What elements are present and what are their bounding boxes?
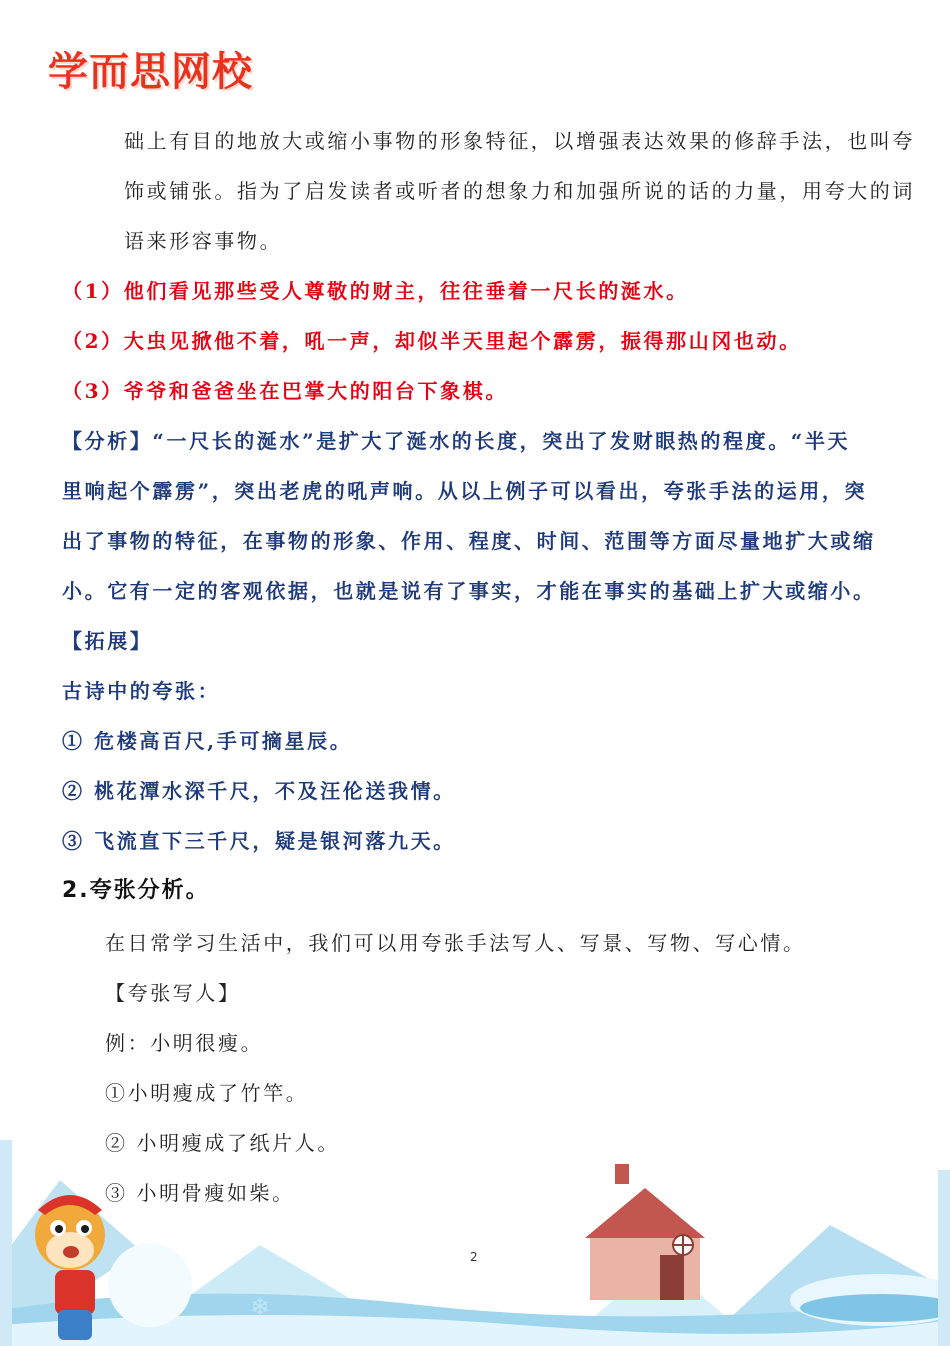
extension-label: 【拓展】 [62,629,153,653]
intro-line: 础上有目的地放大或缩小事物的形象特征，以增强表达效果的修辞手法，也叫夸 [124,129,915,153]
section2-item: ② 小明瘦成了纸片人。 [105,1131,340,1155]
example-item: （2）大虫见掀他不着，吼一声，却似半天里起个霹雳，振得那山冈也动。 [62,329,802,353]
analysis-line: 小。它有一定的客观依据，也就是说有了事实，才能在事实的基础上扩大或缩小。 [62,579,876,603]
extension-subtitle: 古诗中的夸张： [62,679,221,703]
house-icon [575,1158,715,1300]
intro-line: 饰或铺张。指为了启发读者或听者的想象力和加强所说的话的力量，用夸大的词 [124,179,915,203]
section2-item: ③ 小明骨瘦如柴。 [105,1181,295,1205]
brand-logo: 学而思网校 [48,49,253,95]
snowflake-icon: ❄ [250,1293,271,1321]
section2-intro: 在日常学习生活中，我们可以用夸张手法写人、写景、写物、写心情。 [105,931,806,955]
intro-line: 语来形容事物。 [124,229,283,253]
section-heading: 2.夸张分析。 [62,878,210,903]
example-item: （3）爷爷和爸爸坐在巴掌大的阳台下象棋。 [62,379,508,403]
poem-line: ① 危楼高百尺,手可摘星辰。 [62,729,353,753]
poem-line: ② 桃花潭水深千尺，不及汪伦送我情。 [62,779,456,803]
frame-right [938,1170,950,1346]
section2-sub-label: 【夸张写人】 [105,981,241,1005]
snowflake-icon: ❄ [735,1274,751,1295]
page-number: 2 [470,1250,478,1264]
analysis-line: 出了事物的特征，在事物的形象、作用、程度、时间、范围等方面尽量地扩大或缩 [62,529,876,553]
section2-example-label: 例：小明很瘦。 [105,1031,264,1055]
example-item: （1）他们看见那些受人尊敬的财主，往往垂着一尺长的涎水。 [62,279,689,303]
section2-item: ①小明瘦成了竹竿。 [105,1081,309,1105]
winter-scene-decoration [0,1140,950,1346]
analysis-line: 【分析】“一尺长的涎水”是扩大了涎水的长度，突出了发财眼热的程度。“半天 [62,429,851,453]
poem-line: ③ 飞流直下三千尺，疑是银河落九天。 [62,829,456,853]
snowflake-icon: ❄ [760,1206,779,1231]
frame-left [0,1140,12,1346]
analysis-line: 里响起个霹雳”，突出老虎的吼声响。从以上例子可以看出，夸张手法的运用，突 [62,479,868,503]
